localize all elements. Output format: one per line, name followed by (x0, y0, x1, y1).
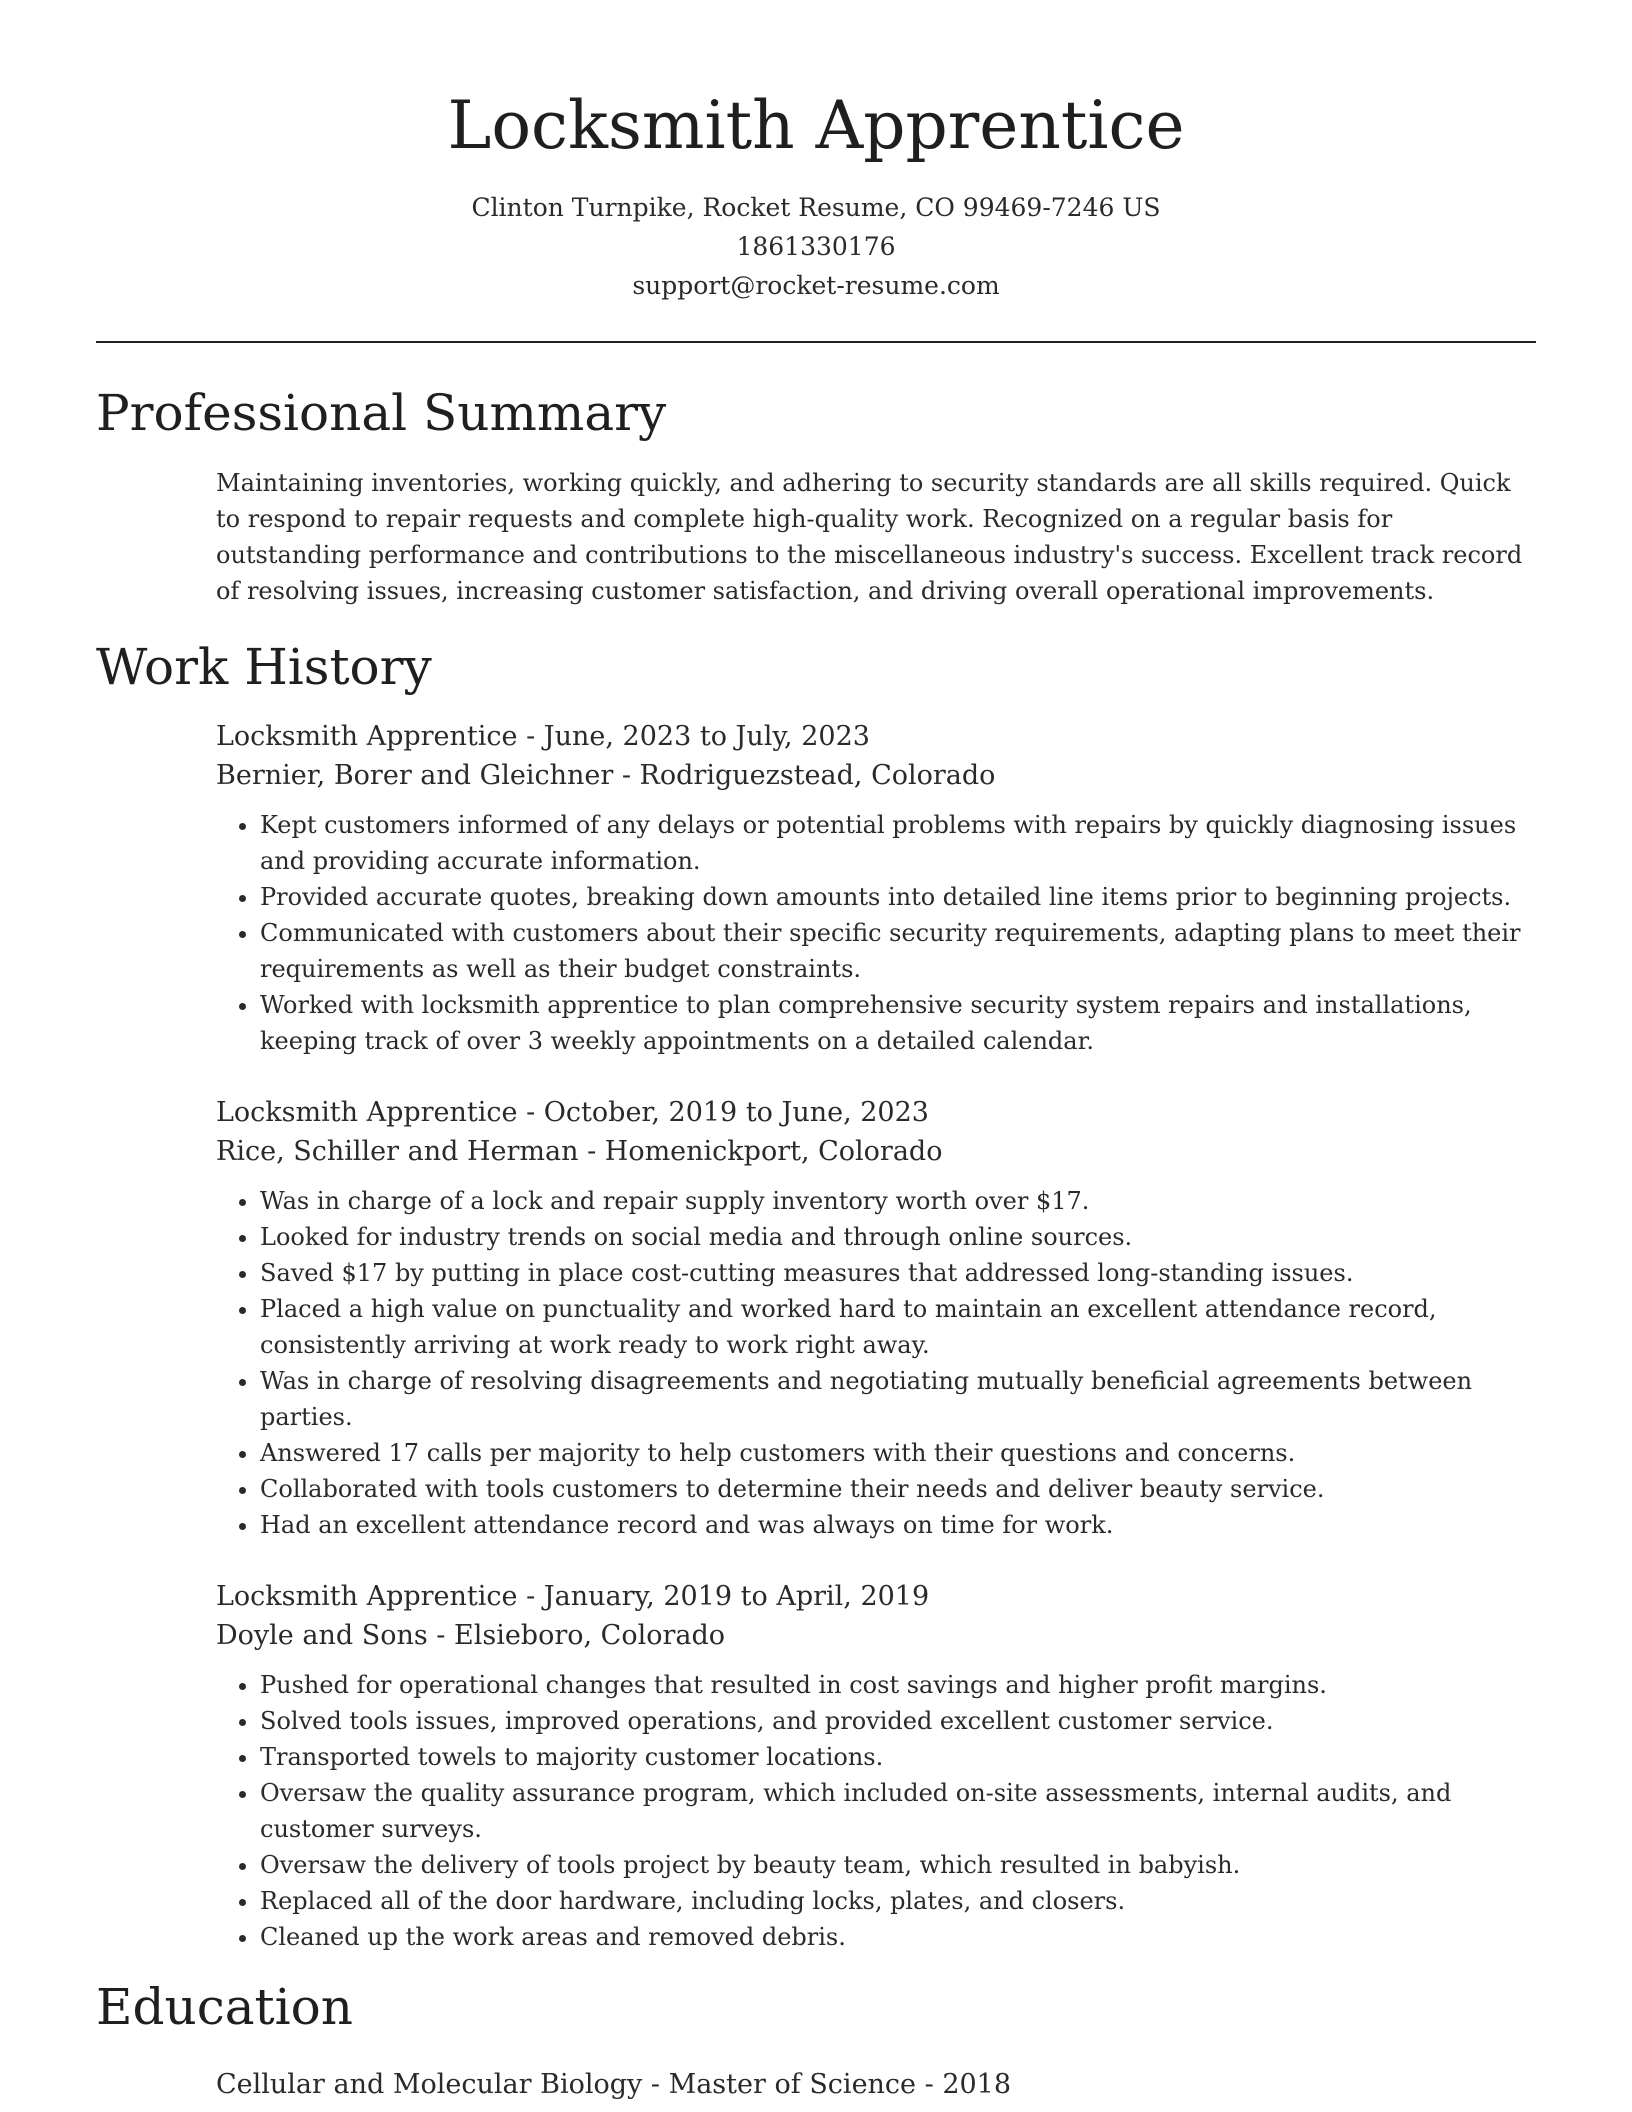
job-entry (216, 1093, 1536, 1543)
job-duty-item: • Oversaw the quality assurance program, which included on-site assessments, internal audits, and customer surveys. (260, 1775, 1536, 1847)
job-duty-item: • Pushed for operational changes that resulted in cost savings and higher profit margins. (260, 1667, 1536, 1703)
resume-name: Locksmith Apprentice (447, 87, 1185, 164)
job-company-location: Rice, Schiller and Herman - Homenickport, Colorado (216, 1136, 943, 1167)
job-title-dates: Locksmith Apprentice - June, 2023 to July, 2023 (216, 721, 870, 752)
job-duty-item: • Collaborated with tools customers to determine their needs and deliver beauty service. (260, 1471, 1536, 1507)
job-company-location: Doyle and Sons - Elsieboro, Colorado (216, 1620, 726, 1651)
job-title-dates: Locksmith Apprentice - October, 2019 to June, 2023 (216, 1097, 929, 1128)
job-duties-list (216, 1183, 1536, 1543)
section-title-education: Education (96, 1978, 353, 2036)
job-duty-item: • Saved $17 by putting in place cost-cutting measures that addressed long-standing issues. (260, 1255, 1536, 1291)
job-duty-item: • Solved tools issues, improved operations, and provided excellent customer service. (260, 1703, 1536, 1739)
work-history-section (96, 637, 1536, 1955)
job-duty-item: • Looked for industry trends on social media and through online sources. (260, 1219, 1536, 1255)
resume-header (96, 0, 1536, 305)
job-duty-item: • Was in charge of a lock and repair supply inventory worth over $17. (260, 1183, 1536, 1219)
job-duty-item: • Answered 17 calls per majority to help customers with their questions and concerns. (260, 1435, 1536, 1471)
education-section (96, 1977, 1536, 2104)
resume-page (96, 0, 1536, 2104)
job-entry (216, 1577, 1536, 1955)
contact-phone: 1861330176 (736, 232, 896, 261)
job-duty-item: • Provided accurate quotes, breaking down amounts into detailed line items prior to beginning projects. (260, 879, 1536, 915)
contact-block (96, 188, 1536, 305)
job-duties-list (216, 807, 1536, 1059)
section-title-summary: Professional Summary (96, 384, 667, 442)
job-duty-item: • Transported towels to majority customer locations. (260, 1739, 1536, 1775)
job-duty-item: • Was in charge of resolving disagreements and negotiating mutually beneficial agreements between parties. (260, 1363, 1536, 1435)
job-duties-list (216, 1667, 1536, 1955)
job-duty-item: • Communicated with customers about their specific security requirements, adapting plans to meet their requirements as well as their budget constraints. (260, 915, 1536, 987)
job-duty-item: • Worked with locksmith apprentice to plan comprehensive security system repairs and installations, keeping track of over 3 weekly appointments on a detailed calendar. (260, 987, 1536, 1059)
contact-email: support@rocket-resume.com (632, 271, 1000, 300)
job-duty-item: • Had an excellent attendance record and was always on time for work. (260, 1507, 1536, 1543)
section-title-work-history: Work History (96, 638, 432, 696)
job-duty-item: • Kept customers informed of any delays or potential problems with repairs by quickly diagnosing issues and providing accurate information. (260, 807, 1536, 879)
job-entry (216, 717, 1536, 1059)
contact-address: Clinton Turnpike, Rocket Resume, CO 99469-7246 US (471, 193, 1161, 222)
header-divider (96, 341, 1536, 343)
job-duty-item: • Oversaw the delivery of tools project by beauty team, which resulted in babyish. (260, 1847, 1536, 1883)
job-company-location: Bernier, Borer and Gleichner - Rodriguezstead, Colorado (216, 760, 996, 791)
job-title-dates: Locksmith Apprentice - January, 2019 to April, 2019 (216, 1581, 930, 1612)
job-duty-item: • Cleaned up the work areas and removed debris. (260, 1919, 1536, 1955)
job-duty-item: • Placed a high value on punctuality and worked hard to maintain an excellent attendance record, consistently arriving at work ready to work right away. (260, 1291, 1536, 1363)
professional-summary-section (96, 383, 1536, 609)
summary-text: Maintaining inventories, working quickly, and adhering to security standards are all skills required. Quick to respond to repair requests and complete high-quality work. Recognized on a regular basis for outstanding performance and contributions to the miscellaneous industry's success. Excellent track record of resolving issues, increasing customer satisfaction, and driving overall operational improvements. (216, 469, 1523, 605)
education-entry: Cellular and Molecular Biology - Master of Science - 2018 (216, 2069, 1012, 2100)
job-duty-item: • Replaced all of the door hardware, including locks, plates, and closers. (260, 1883, 1536, 1919)
